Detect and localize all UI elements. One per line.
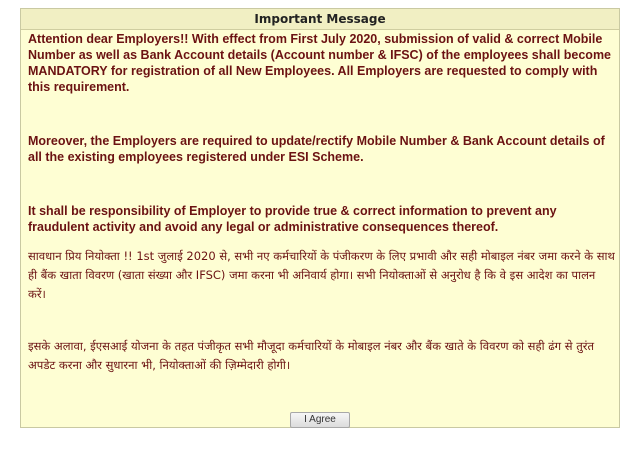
message-paragraph-hi-2: इसके अलावा, ईएसआई योजना के तहत पंजीकृत सभी मौजूदा कर्मचारियों के मोबाइल नंबर और बैंक खाते के विवरण को सही ढंग से तुरंत अपडेट करना और सुधारना भी, नियोक्ताओं की ज़िम्मेदारी होगी। [28, 339, 595, 372]
dialog-footer [21, 407, 619, 427]
agree-button[interactable]: I Agree [290, 412, 350, 428]
message-paragraph-en-1: Attention dear Employers!! With effect from First July 2020, submission of valid & correct Mobile Number as well as Bank Account details (Account number & IFSC) of the employees shall become MANDATORY for registration of all New Employees. All Employers are requested to comply with this requirement. [28, 32, 612, 94]
message-content [28, 31, 616, 405]
dialog-title: Important Message [21, 9, 619, 30]
important-message-dialog [20, 8, 620, 428]
message-paragraph-hi-1: सावधान प्रिय नियोक्ता !! 1st जुलाई 2020 से, सभी नए कर्मचारियों के पंजीकरण के लिए प्रभावी और सही मोबाइल नंबर जमा करने के साथ ही बैंक खाता विवरण (खाता संख्या और IFSC) जमा करना भी अनिवार्य होगा। सभी नियोक्ताओं से अनुरोध है कि वे इस आदेश का पालन करें। [28, 249, 615, 301]
message-paragraph-en-2: Moreover, the Employers are required to update/rectify Mobile Number & Bank Account details of all the existing employees registered under ESI Scheme. [28, 134, 605, 164]
message-paragraph-en-3: It shall be responsibility of Employer to provide true & correct information to prevent any fraudulent activity and avoid any legal or administrative consequences thereof. [28, 204, 557, 234]
